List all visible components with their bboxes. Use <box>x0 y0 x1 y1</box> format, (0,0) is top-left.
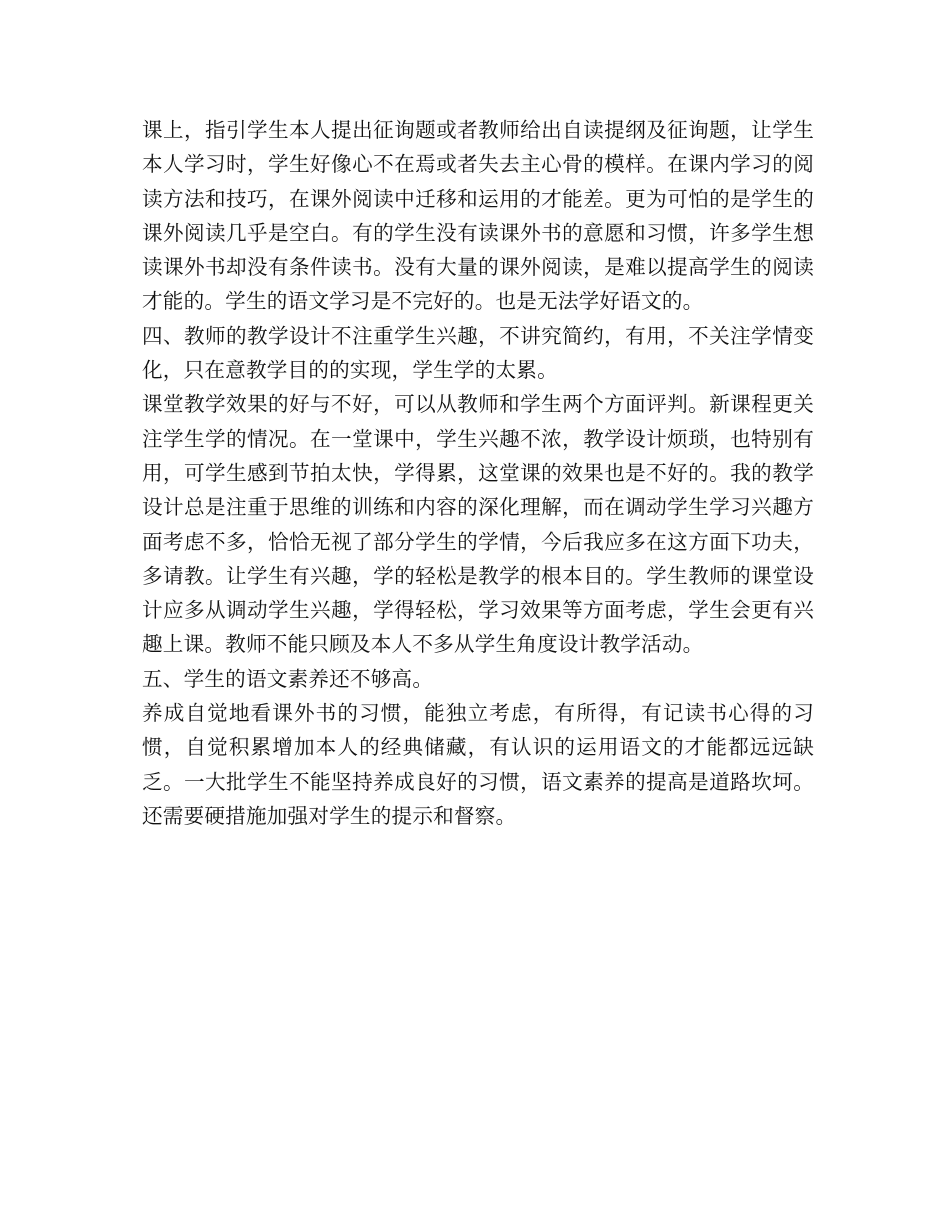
paragraph-teaching-design: 课堂教学效果的好与不好，可以从教师和学生两个方面评判。新课程更关注学生学的情况。在一堂课中，学生兴趣不浓，教学设计烦琐，也特别有用，可学生感到节拍太快，学得累，这堂课的效果也是不好的。我的教学设计总是注重于思维的训练和内容的深化理解，而在调动学生学习兴趣方面考虑不多，恰恰无视了部分学生的学情，今后我应多在这方面下功夫，多请教。让学生有兴趣，学的轻松是教学的根本目的。学生教师的课堂设计应多从调动学生兴趣，学得轻松，学习效果等方面考虑，学生会更有兴趣上课。教师不能只顾及本人不多从学生角度设计教学活动。 <box>142 392 814 657</box>
document-body <box>142 113 814 833</box>
section-heading-four: 四、教师的教学设计不注重学生兴趣，不讲究简约，有用，不关注学情变化，只在意教学目的的实现，学生学的太累。 <box>142 323 814 383</box>
section-heading-five: 五、学生的语文素养还不够高。 <box>142 666 434 691</box>
paragraph-literacy: 养成自觉地看课外书的习惯，能独立考虑，有所得，有记读书心得的习惯，自觉积累增加本人的经典储藏，有认识的运用语文的才能都远远缺乏。一大批学生不能坚持养成良好的习惯，语文素养的提高是道路坎坷。还需要硬措施加强对学生的提示和督察。 <box>142 701 814 828</box>
paragraph-reading-habits: 课上，指引学生本人提出征询题或者教师给出自读提纲及征询题，让学生本人学习时，学生好像心不在焉或者失去主心骨的模样。在课内学习的阅读方法和技巧，在课外阅读中迁移和运用的才能差。更为可怕的是学生的课外阅读几乎是空白。有的学生没有读课外书的意愿和习惯，许多学生想读课外书却没有条件读书。没有大量的课外阅读，是难以提高学生的阅读才能的。学生的语文学习是不完好的。也是无法学好语文的。 <box>142 118 814 314</box>
